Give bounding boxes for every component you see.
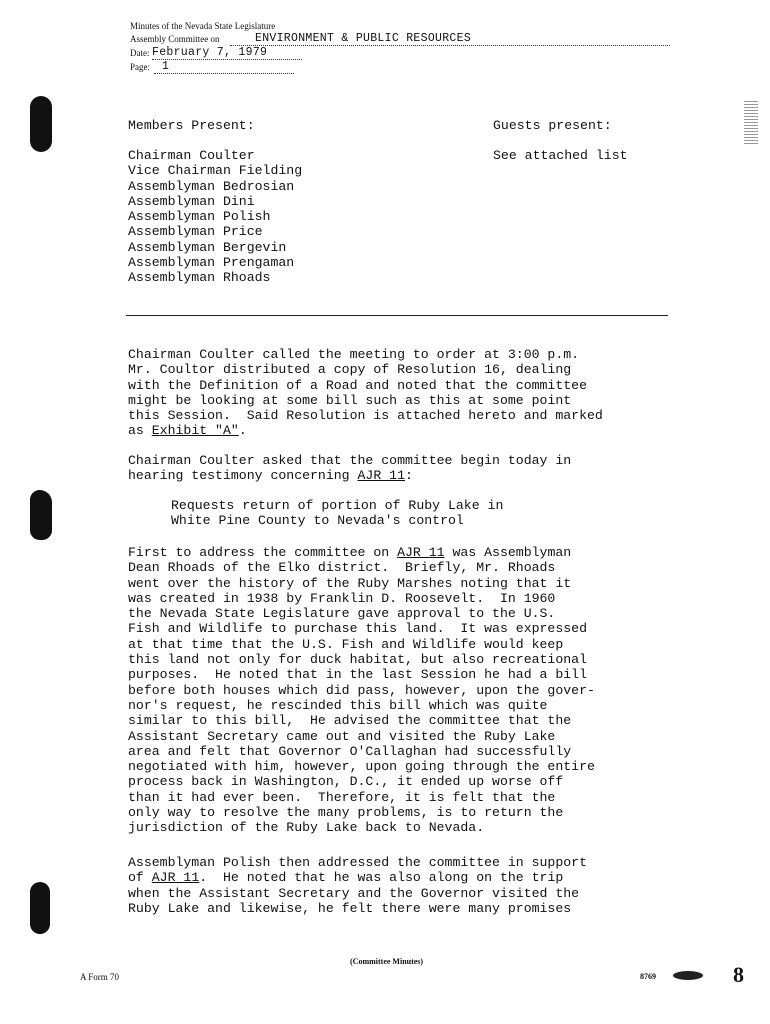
document-header [130,20,670,75]
bill-description: Requests return of portion of Ruby Lake in White Pine County to Nevada's control [171,498,504,529]
section-divider [126,315,668,316]
punch-hole-bottom [30,882,50,934]
member-name: Assemblyman Prengaman [128,255,295,271]
date-value: February 7, 1979 [152,46,268,59]
printer-code: 8769 [640,972,656,981]
member-name: Assemblyman Polish [128,209,271,225]
paragraph-polish-testimony: Assemblyman Polish then addressed the committee in support of AJR 11. He noted that he was also along on the trip when the Assistant Secretary and the Governor visited the Ruby Lake and likewise, he felt there were many promises [128,855,587,916]
member-name: Assemblyman Bedrosian [128,178,295,194]
member-name: Assemblyman Price [128,224,263,240]
member-name: Assemblyman Dini [128,193,255,209]
printer-logo-icon [673,971,703,980]
member-name: Chairman Coulter [128,148,255,163]
bill-reference: AJR 11 [357,468,405,484]
paragraph-opening: Chairman Coulter called the meeting to order at 3:00 p.m. Mr. Coultor distributed a copy of Resolution 16, dealing with the Definition of a Road and noted that the committee might be looking at some bill such as this at some point this Session. Said Resolution is attached hereto and marked as Exhibit "A". [128,347,603,439]
committee-label: Assembly Committee on [130,34,220,44]
guests-heading: Guests present: [493,118,612,133]
members-heading: Members Present: [128,118,255,133]
member-name: Assemblyman Rhoads [128,270,271,286]
punch-hole-middle [30,490,52,540]
exhibit-reference: Exhibit "A" [151,423,239,439]
page-label: Page: [130,62,150,72]
member-name: Assemblyman Bergevin [128,239,287,255]
header-title: Minutes of the Nevada State Legislature [130,21,276,31]
guests-value: See attached list [493,148,628,163]
scan-edge-mark [744,100,758,144]
paragraph-rhoads-testimony: First to address the committee on AJR 11 was Assemblyman Dean Rhoads of the Elko district. Briefly, Mr. Rhoads went over the history of the Ruby Marshes noting that it was created in 1938 by Franklin D. Roosevelt. In 1960 the Nevada State Legislature gave approval to the U.S. Fish and Wildlife to purchase this land. It was expressed at that time that the U.S. Fish and Wildlife would keep this land not only for duck habitat, but also recreational purposes. He noted that in the last Session he had a bill before both houses which did pass, however, upon the gover- nor's request, he rescinded this bill which was quite similar to this bill, He advised the committee that the Assistant Secretary came out and visited the Ruby Lake area and felt that Governor O'Callaghan had successfully negotiated with him, however, upon going through the entire process back in Washington, D.C., it ended up worse off than it had ever been. Therefore, it is felt that the only way to resolve the many problems, is to return the jurisdiction of the Ruby Lake back to Nevada. [128,545,595,836]
punch-hole-top [30,96,52,152]
members-list [128,148,302,286]
bill-reference: AJR 11 [151,870,200,886]
form-number: A Form 70 [80,972,120,982]
paragraph-hearing: Chairman Coulter asked that the committee begin today in hearing testimony concerning AJR 11: [128,453,572,484]
footer-center-label: (Committee Minutes) [350,957,424,966]
date-label: Date: [130,48,150,58]
page-value: 1 [162,60,170,73]
bill-reference: AJR 11 [397,545,445,560]
page-number: 8 [733,962,744,987]
member-name: Vice Chairman Fielding [128,163,303,179]
committee-value: ENVIRONMENT & PUBLIC RESOURCES [255,32,472,45]
